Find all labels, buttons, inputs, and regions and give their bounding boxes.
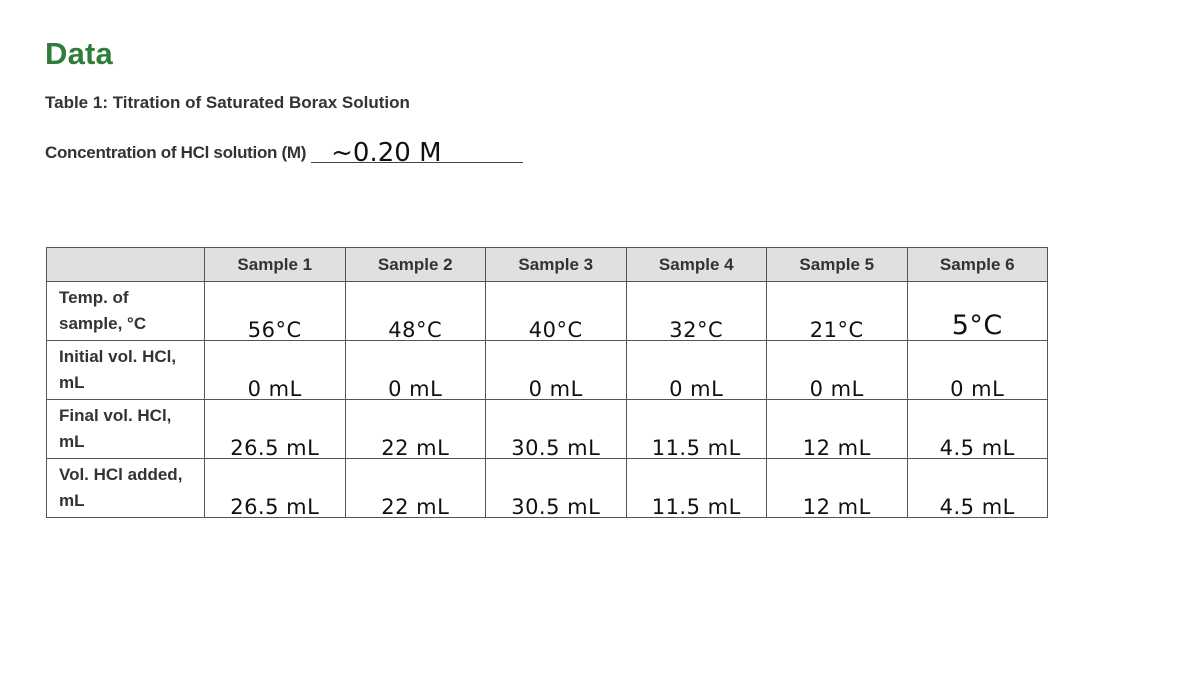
table-cell bbox=[767, 400, 908, 459]
table-cell bbox=[626, 341, 767, 400]
row-label-volume-added bbox=[47, 459, 205, 518]
handwritten-value: 0 mL bbox=[950, 377, 1005, 401]
handwritten-value: 30.5 mL bbox=[511, 495, 601, 519]
handwritten-value: 26.5 mL bbox=[230, 495, 320, 519]
table-row-volume-added bbox=[47, 459, 1048, 518]
table-cell bbox=[486, 459, 627, 518]
row-label-line1: Vol. HCl added, bbox=[59, 465, 183, 484]
table-cell bbox=[626, 282, 767, 341]
header-sample-5: Sample 5 bbox=[767, 248, 908, 282]
handwritten-value: 40°C bbox=[528, 318, 583, 342]
handwritten-value: 5°C bbox=[951, 310, 1003, 341]
handwritten-value: 0 mL bbox=[388, 377, 443, 401]
table-cell bbox=[205, 282, 346, 341]
handwritten-value: 11.5 mL bbox=[651, 495, 741, 519]
table-cell bbox=[345, 282, 486, 341]
handwritten-value: 0 mL bbox=[669, 377, 724, 401]
row-label-line2: sample, °C bbox=[59, 314, 147, 333]
table-cell bbox=[205, 459, 346, 518]
handwritten-value: 56°C bbox=[247, 318, 302, 342]
header-sample-2: Sample 2 bbox=[345, 248, 486, 282]
table-cell bbox=[767, 341, 908, 400]
table-title: Table 1: Titration of Saturated Borax Solution bbox=[45, 93, 410, 112]
header-sample-6: Sample 6 bbox=[907, 248, 1048, 282]
concentration-label: Concentration of HCl solution (M) bbox=[45, 143, 307, 162]
table-cell bbox=[486, 282, 627, 341]
table-cell bbox=[907, 400, 1048, 459]
table-cell bbox=[486, 400, 627, 459]
handwritten-value: 32°C bbox=[669, 318, 724, 342]
handwritten-value: 22 mL bbox=[381, 436, 450, 460]
handwritten-value: 4.5 mL bbox=[939, 495, 1015, 519]
titration-table bbox=[46, 247, 1048, 518]
header-sample-3: Sample 3 bbox=[486, 248, 627, 282]
table-cell bbox=[205, 341, 346, 400]
table-cell bbox=[767, 282, 908, 341]
page-heading: Data bbox=[45, 36, 113, 71]
row-label-final-volume bbox=[47, 400, 205, 459]
handwritten-value: 0 mL bbox=[809, 377, 864, 401]
row-label-line2: mL bbox=[59, 432, 85, 451]
row-label-initial-volume bbox=[47, 341, 205, 400]
table-cell bbox=[907, 341, 1048, 400]
row-label-line2: mL bbox=[59, 373, 85, 392]
header-sample-4: Sample 4 bbox=[626, 248, 767, 282]
row-label-line1: Temp. of bbox=[59, 288, 129, 307]
table-cell bbox=[626, 400, 767, 459]
table-cell bbox=[907, 282, 1048, 341]
table-cell bbox=[345, 459, 486, 518]
handwritten-value: 4.5 mL bbox=[939, 436, 1015, 460]
handwritten-value: 11.5 mL bbox=[651, 436, 741, 460]
row-label-line1: Initial vol. HCl, bbox=[59, 347, 177, 366]
table-cell bbox=[345, 400, 486, 459]
handwritten-value: 26.5 mL bbox=[230, 436, 320, 460]
table-cell bbox=[345, 341, 486, 400]
handwritten-value: 12 mL bbox=[802, 495, 871, 519]
row-label-line2: mL bbox=[59, 491, 85, 510]
concentration-value: ~0.20 M bbox=[331, 138, 442, 168]
concentration-underline bbox=[311, 136, 523, 168]
table-cell bbox=[205, 400, 346, 459]
table-row-final-volume bbox=[47, 400, 1048, 459]
concentration-field bbox=[45, 136, 523, 168]
table-cell bbox=[486, 341, 627, 400]
row-label-temperature bbox=[47, 282, 205, 341]
table-cell bbox=[626, 459, 767, 518]
handwritten-value: 48°C bbox=[388, 318, 443, 342]
handwritten-value: 22 mL bbox=[381, 495, 450, 519]
header-sample-1: Sample 1 bbox=[205, 248, 346, 282]
handwritten-value: 0 mL bbox=[528, 377, 583, 401]
table-row-temperature bbox=[47, 282, 1048, 341]
handwritten-value: 0 mL bbox=[247, 377, 302, 401]
table-header-row bbox=[47, 248, 1048, 282]
row-label-line1: Final vol. HCl, bbox=[59, 406, 172, 425]
header-corner-cell bbox=[47, 248, 205, 282]
handwritten-value: 12 mL bbox=[802, 436, 871, 460]
handwritten-value: 30.5 mL bbox=[511, 436, 601, 460]
handwritten-value: 21°C bbox=[809, 318, 864, 342]
table-cell bbox=[767, 459, 908, 518]
table-cell bbox=[907, 459, 1048, 518]
table-row-initial-volume bbox=[47, 341, 1048, 400]
